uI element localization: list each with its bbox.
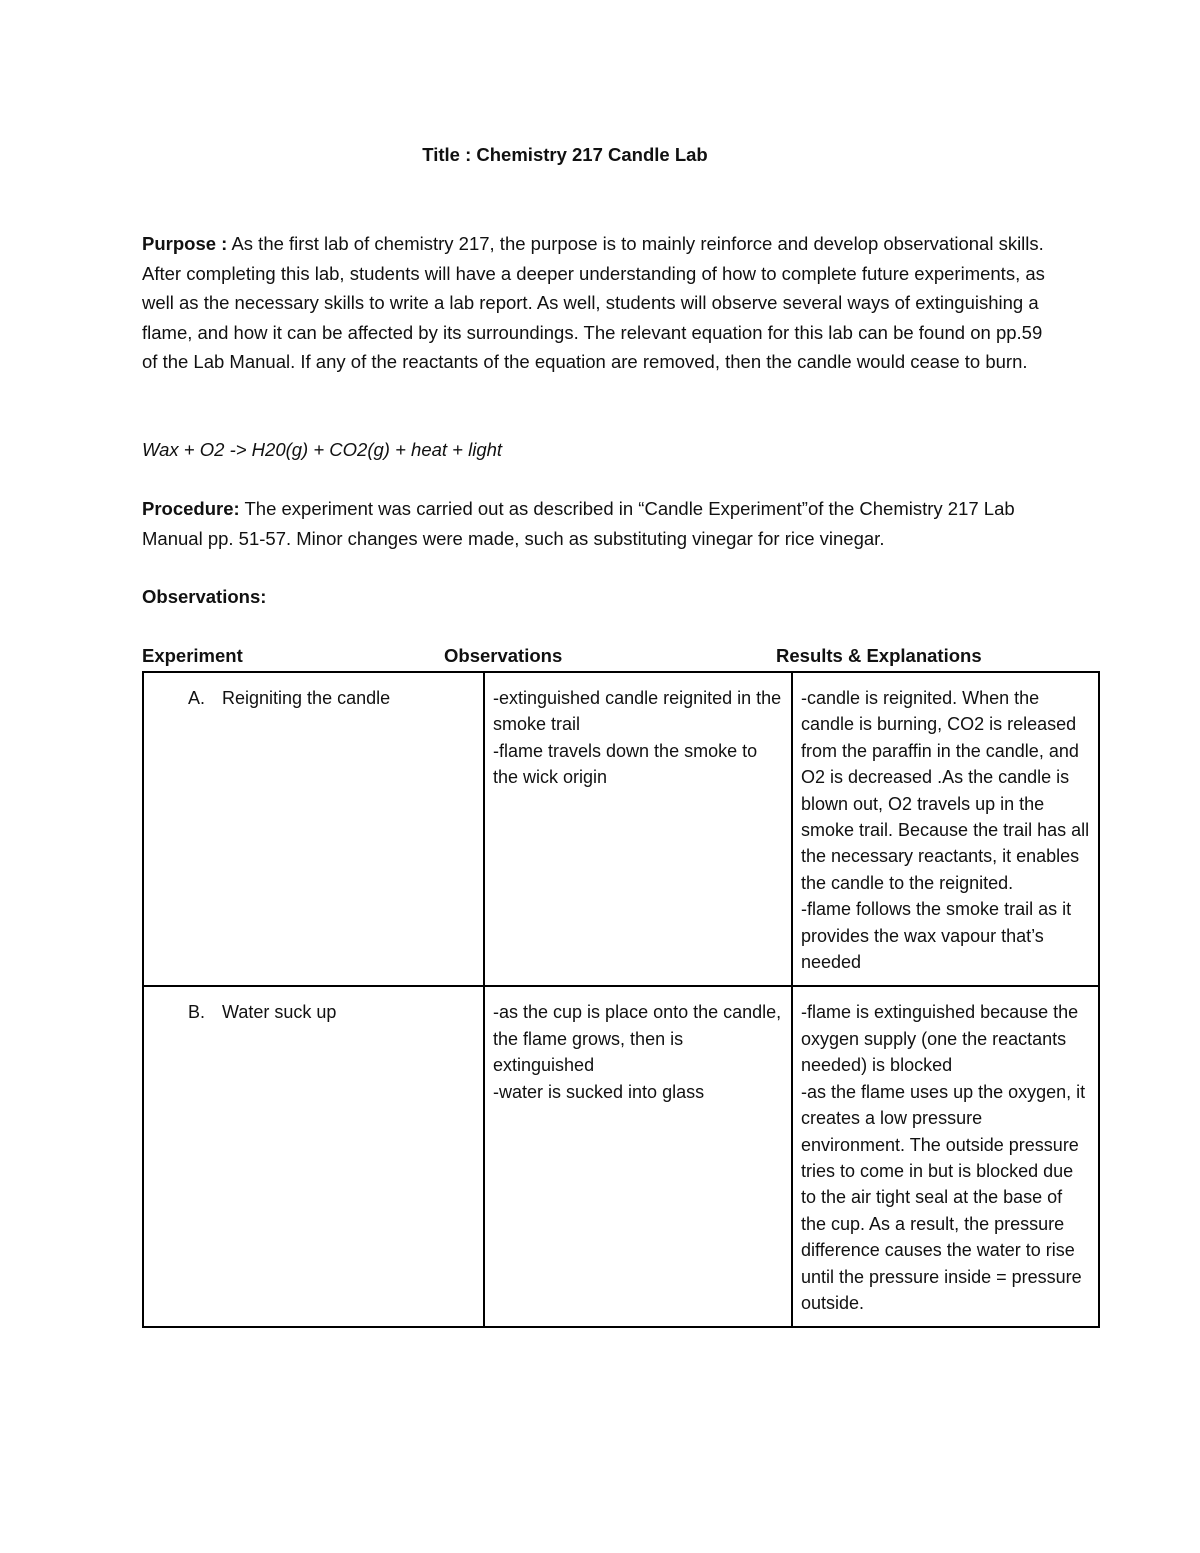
result-item: -as the flame uses up the oxygen, it creates a low pressure environment. The outside pressure tries to come in but is blocked due to the air tight seal at the base of the cup. As a result, the pressure difference causes the water to rise until the pressure inside = pressure outside. <box>801 1081 1086 1313</box>
experiment-cell <box>143 672 484 986</box>
column-header-observations: Observations <box>444 645 563 666</box>
reaction-equation: Wax + O2 -> H20(g) + CO2(g) + heat + light <box>142 439 503 460</box>
experiment-cell <box>143 986 484 1327</box>
procedure-paragraph <box>142 494 1062 553</box>
observation-item: -flame travels down the smoke to the wick origin <box>493 740 758 788</box>
results-cell <box>792 986 1099 1327</box>
page-title: Title : Chemistry 217 Candle Lab <box>422 144 708 165</box>
result-item: -flame is extinguished because the oxygen supply (one the reactants needed) is blocked <box>801 1002 1079 1076</box>
result-item: -candle is reignited. When the candle is burning, CO2 is released from the paraffin in the candle, and O2 is decreased .As the candle is blown out, O2 travels up in the smoke trail. Because the trail has all the necessary reactants, it enables the candle to the reignited. <box>801 688 1090 893</box>
purpose-text: As the first lab of chemistry 217, the purpose is to mainly reinforce and develop observational skills. After completing this lab, students will have a deeper understanding of how to complete future experiments, as well as the necessary skills to write a lab report. As well, students will observe several ways of extinguishing a flame, and how it can be affected by its surroundings. The relevant equation for this lab can be found on pp.59 of the Lab Manual. If any of the reactants of the equation are removed, then the candle would cease to burn. <box>142 233 1045 372</box>
observations-heading: Observations: <box>142 586 267 607</box>
table-row <box>143 986 1099 1327</box>
column-header-experiment: Experiment <box>142 645 243 666</box>
experiment-name: Water suck up <box>222 1002 337 1023</box>
observation-item: -as the cup is place onto the candle, the flame grows, then is extinguished <box>493 1002 782 1076</box>
observation-item: -water is sucked into glass <box>493 1081 705 1102</box>
row-letter: A. <box>188 688 206 708</box>
procedure-text: The experiment was carried out as described in “Candle Experiment”of the Chemistry 217 Lab Manual pp. 51-57. Minor changes were made, such as substituting vinegar for rice vinegar. <box>142 498 1015 549</box>
observation-item: -extinguished candle reignited in the smoke trail <box>493 688 782 735</box>
result-item: -flame follows the smoke trail as it provides the wax vapour that’s needed <box>801 899 1072 973</box>
row-letter: B. <box>188 1002 206 1023</box>
purpose-label: Purpose : <box>142 233 228 254</box>
procedure-label: Procedure: <box>142 498 240 519</box>
column-header-results: Results & Explanations <box>776 645 982 666</box>
observations-table <box>142 671 1100 1328</box>
experiment-name: Reigniting the candle <box>222 688 391 708</box>
purpose-paragraph <box>142 229 1062 377</box>
observations-cell <box>484 986 792 1327</box>
results-cell <box>792 672 1099 986</box>
table-row <box>143 672 1099 986</box>
observations-cell <box>484 672 792 986</box>
